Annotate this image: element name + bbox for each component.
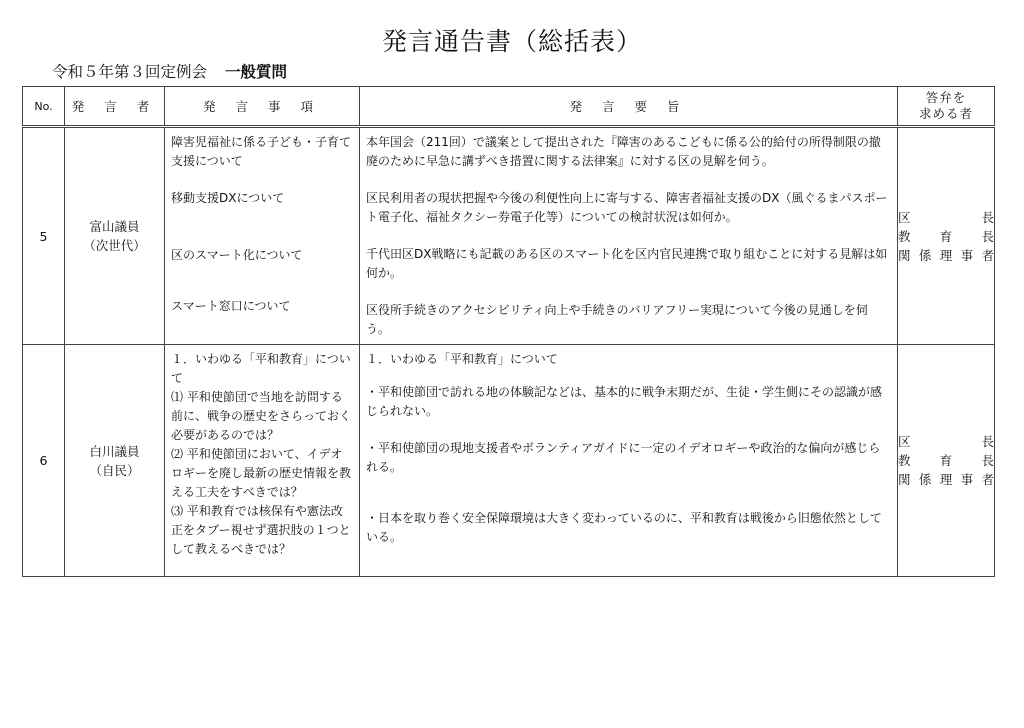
notice-table bbox=[22, 86, 995, 577]
gist-text: ・日本を取り巻く安全保障環境は大きく変わっているのに、平和教育は戦後から旧態依然としている。 bbox=[366, 511, 882, 544]
responders-heading-line2: 求める者 bbox=[918, 106, 973, 121]
item-text: 障害児福祉に係る子ども・子育て支援について bbox=[171, 135, 352, 168]
question-category: 一般質問 bbox=[225, 63, 288, 81]
responder-officials: 関 係 理 事 者 bbox=[898, 247, 994, 263]
col-header-responders bbox=[898, 87, 995, 127]
gist-cell bbox=[360, 345, 898, 577]
item-text: 移動支援DXについて bbox=[171, 191, 285, 205]
row-number: 5 bbox=[23, 127, 65, 345]
item-text: ⑵ 平和使節団において、イデオロギーを廃し最新の歴史情報を教える工夫をすべきでは？ bbox=[171, 447, 352, 499]
speaker-name: 白川議員 bbox=[89, 443, 140, 459]
table-header-row bbox=[23, 87, 995, 127]
col-header-speaker: 発 言 者 bbox=[65, 87, 165, 127]
items-cell bbox=[165, 127, 360, 345]
gist-text: 区民利用者の現状把握や今後の利便性向上に寄与する、障害者福祉支援のDX（風ぐるまパスポート電子化、福祉タクシー券電子化等）についての検討状況は如何か。 bbox=[366, 191, 888, 224]
table-row bbox=[23, 345, 995, 577]
speaker-cell bbox=[65, 345, 165, 577]
item-text: 区のスマート化について bbox=[171, 248, 303, 262]
item-text: ⑶ 平和教育では核保有や憲法改正をタブー視せず選択肢の１つとして教えるべきでは？ bbox=[171, 504, 351, 556]
gist-text: 千代田区DX戦略にも記載のある区のスマート化を区内官民連携で取り組むことに対する見解は如何か。 bbox=[366, 247, 888, 280]
items-cell bbox=[165, 345, 360, 577]
table-row bbox=[23, 127, 995, 345]
responder-mayor: 区 長 bbox=[898, 209, 994, 225]
responders-heading-line1: 答弁を bbox=[925, 90, 967, 105]
speaker-faction: （自民） bbox=[89, 462, 140, 478]
document-title: 発言通告書（総括表） bbox=[381, 27, 642, 56]
item-text: スマート窓口について bbox=[171, 299, 291, 313]
col-header-items: 発 言 事 項 bbox=[165, 87, 360, 127]
col-header-no: No. bbox=[23, 87, 65, 127]
gist-text: １．いわゆる「平和教育」について bbox=[366, 352, 558, 366]
session-subtitle bbox=[52, 60, 287, 82]
gist-cell bbox=[360, 127, 898, 345]
gist-text: ・平和使節団の現地支援者やボランティアガイドに一定のイデオロギーや政治的な偏向が感じられる。 bbox=[366, 441, 881, 474]
session-name: 令和５年第３回定例会 bbox=[52, 63, 208, 81]
responder-superintendent: 教 育 長 bbox=[898, 228, 994, 244]
gist-text: 本年国会（211回）で議案として提出された『障害のあるこどもに係る公的給付の所得制限の撤廃のために早急に講ずべき措置に関する法律案』に対する区の見解を伺う。 bbox=[366, 135, 881, 168]
gist-text: ・平和使節団で訪れる地の体験記などは、基本的に戦争末期だが、生徒・学生側にその認識が感じられない。 bbox=[366, 385, 883, 418]
item-text: ⑴ 平和使節団で当地を訪問する前に、戦争の歴史をさらっておく必要があるのでは？ bbox=[171, 390, 352, 442]
speaker-faction: （次世代） bbox=[83, 238, 146, 253]
responder-officials: 関 係 理 事 者 bbox=[898, 472, 994, 487]
item-text: １．いわゆる「平和教育」について bbox=[171, 352, 351, 385]
row-number: 6 bbox=[23, 345, 65, 577]
speaker-cell bbox=[65, 127, 165, 345]
speaker-name: 富山議員 bbox=[89, 219, 140, 234]
col-header-gist: 発 言 要 旨 bbox=[360, 87, 898, 127]
responder-superintendent: 教 育 長 bbox=[898, 453, 994, 468]
responders-cell bbox=[898, 127, 995, 345]
gist-text: 区役所手続きのアクセシビリティ向上や手続きのバリアフリー実現について今後の見通しを伺う。 bbox=[366, 303, 868, 336]
responder-mayor: 区 長 bbox=[898, 434, 994, 449]
responders-cell bbox=[898, 345, 995, 577]
